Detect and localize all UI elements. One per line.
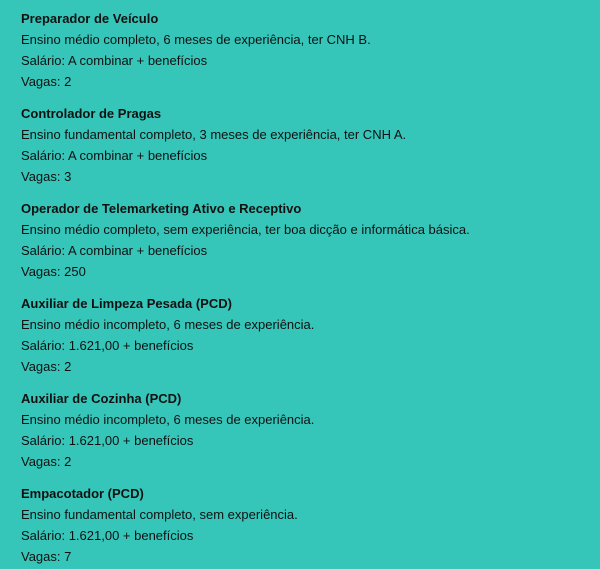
- job-requirements: Ensino médio incompleto, 6 meses de experiência.: [21, 412, 315, 427]
- job-title: Auxiliar de Limpeza Pesada (PCD): [21, 296, 232, 311]
- job-salary: Salário: 1.621,00 + benefícios: [21, 433, 194, 448]
- job-salary: Salário: A combinar + benefícios: [21, 53, 208, 68]
- job-salary: Salário: 1.621,00 + benefícios: [21, 338, 194, 353]
- job-salary: Salário: 1.621,00 + benefícios: [21, 528, 194, 543]
- job-openings: Vagas: 2: [21, 454, 72, 469]
- job-requirements: Ensino fundamental completo, sem experiência.: [21, 507, 298, 522]
- job-listing: [21, 8, 600, 92]
- job-listing: [21, 388, 600, 472]
- job-title: Operador de Telemarketing Ativo e Receptivo: [21, 201, 302, 216]
- job-title: Controlador de Pragas: [21, 106, 162, 121]
- job-salary: Salário: A combinar + benefícios: [21, 148, 208, 163]
- job-requirements: Ensino médio incompleto, 6 meses de experiência.: [21, 317, 315, 332]
- job-title: Preparador de Veículo: [21, 11, 159, 26]
- job-listing: [21, 198, 600, 282]
- job-title: Auxiliar de Cozinha (PCD): [21, 391, 182, 406]
- job-listing: [21, 293, 600, 377]
- job-salary: Salário: A combinar + benefícios: [21, 243, 208, 258]
- job-listing: [21, 103, 600, 187]
- job-openings: Vagas: 2: [21, 359, 72, 374]
- job-title: Empacotador (PCD): [21, 486, 144, 501]
- job-listing: [21, 483, 600, 567]
- job-requirements: Ensino fundamental completo, 3 meses de experiência, ter CNH A.: [21, 127, 407, 142]
- job-openings: Vagas: 3: [21, 169, 72, 184]
- job-requirements: Ensino médio completo, sem experiência, ter boa dicção e informática básica.: [21, 222, 470, 237]
- job-openings: Vagas: 2: [21, 74, 72, 89]
- job-openings: Vagas: 7: [21, 549, 72, 564]
- job-requirements: Ensino médio completo, 6 meses de experiência, ter CNH B.: [21, 32, 371, 47]
- job-openings: Vagas: 250: [21, 264, 86, 279]
